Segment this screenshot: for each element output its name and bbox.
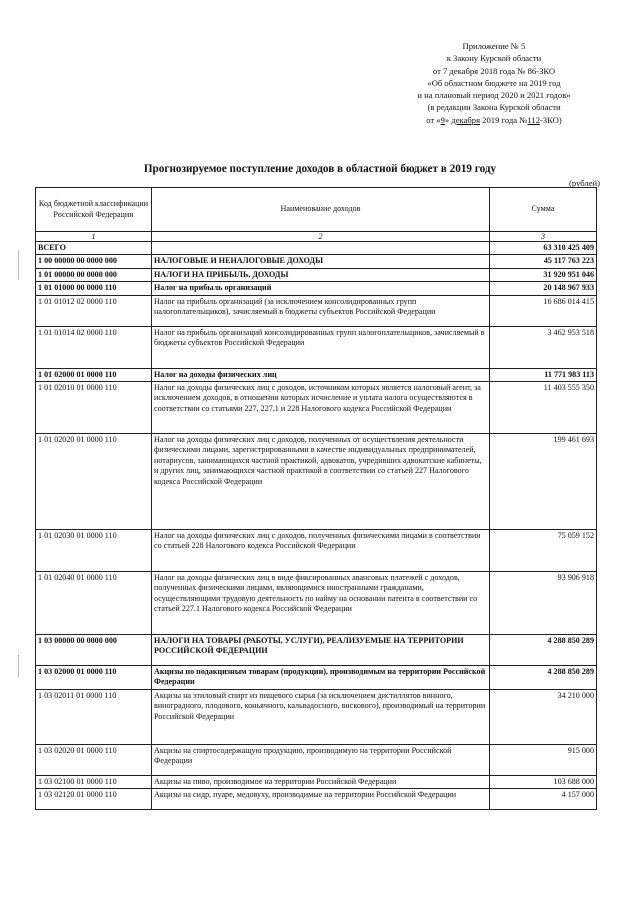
row-name: Налог на прибыль организаций (за исключением консолидированных групп налогоплательщиков), зачисляемый в бюджеты субъектов Российской Федерации	[152, 295, 490, 326]
column-number-row	[36, 232, 597, 242]
appendix-line: «Об областном бюджете на 2019 год	[427, 77, 561, 88]
appendix-line: Приложение № 5	[462, 41, 526, 51]
table-row	[36, 268, 597, 281]
row-name: Налог на прибыль организаций консолидированных групп налогоплательщиков, зачисляемый в бюджеты субъектов Российской Федерации	[152, 326, 490, 368]
table-row	[36, 689, 597, 744]
row-code: 1 01 01000 00 0000 110	[36, 282, 152, 295]
document-title: Прогнозируемое поступление доходов в областной бюджет в 2019 году	[143, 163, 497, 175]
row-name: Налог на доходы физических лиц с доходов, полученных физическими лицами в соответствии со статьей 228 Налогового кодекса Российской Федерации	[152, 530, 490, 572]
revision-date-prefix: от «	[426, 114, 441, 125]
row-amount: 16 686 014 415	[490, 295, 597, 326]
revision-date-text: »	[444, 114, 452, 125]
row-code: 1 01 02030 01 0000 110	[36, 530, 152, 572]
appendix-line: от 7 декабря 2018 года № 86-ЗКО	[432, 65, 556, 76]
row-name	[152, 242, 490, 255]
revision-month: декабря	[451, 114, 481, 125]
row-amount: 4 288 850 289	[490, 666, 597, 690]
row-name: НАЛОГИ НА ПРИБЫЛЬ, ДОХОДЫ	[152, 268, 490, 281]
table-row	[36, 382, 597, 434]
row-amount: 3 462 953 518	[490, 326, 597, 368]
row-name: Акцизы на спиртосодержащую продукцию, производимую на территории Российской Федерации	[152, 744, 490, 775]
table-row	[36, 530, 597, 572]
row-code: 1 01 01014 02 0000 110	[36, 326, 152, 368]
row-name: НАЛОГИ НА ТОВАРЫ (РАБОТЫ, УСЛУГИ), РЕАЛИЗУЕМЫЕ НА ТЕРРИТОРИИ РОССИЙСКОЙ ФЕДЕРАЦИИ	[152, 635, 490, 666]
table-row	[36, 255, 597, 268]
row-amount: 93 906 918	[490, 572, 597, 635]
column-number: 2	[152, 232, 490, 242]
row-amount: 31 920 951 046	[490, 268, 597, 281]
table-row	[36, 295, 597, 326]
row-amount: 75 059 152	[490, 530, 597, 572]
revision-date-text: 2019 года №	[480, 114, 528, 125]
appendix-line: к Закону Курской области	[446, 53, 542, 64]
units-label: (рублей)	[569, 178, 600, 188]
appendix-header	[384, 40, 604, 126]
table-row	[36, 635, 597, 666]
row-amount: 11 403 555 350	[490, 382, 597, 434]
row-name: Налог на прибыль организаций	[152, 282, 490, 295]
row-name: Акцизы на сидр, пуаре, медовуху, производимые на территории Российской Федерации	[152, 789, 490, 810]
scan-edge-mark	[18, 250, 19, 280]
table-row	[36, 242, 597, 255]
table-row	[36, 775, 597, 788]
revenue-table	[35, 187, 597, 810]
row-amount: 915 000	[490, 744, 597, 775]
row-amount: 103 688 000	[490, 775, 597, 788]
table-row	[36, 572, 597, 635]
row-code: 1 03 02011 01 0000 110	[36, 689, 152, 744]
row-code: 1 03 00000 00 0000 000	[36, 635, 152, 666]
row-code: 1 01 02020 01 0000 110	[36, 434, 152, 530]
revision-day: 9	[440, 114, 445, 125]
row-amount: 199 461 693	[490, 434, 597, 530]
row-code: 1 01 02000 01 0000 110	[36, 368, 152, 381]
row-amount: 34 210 000	[490, 689, 597, 744]
row-code: 1 00 00000 00 0000 000	[36, 255, 152, 268]
row-amount: 20 148 967 933	[490, 282, 597, 295]
row-code: 1 01 02040 01 0000 110	[36, 572, 152, 635]
table-row	[36, 434, 597, 530]
row-code: 1 01 02010 01 0000 110	[36, 382, 152, 434]
scan-edge-mark	[18, 655, 19, 677]
row-code: 1 01 00000 00 0000 000	[36, 268, 152, 281]
row-code: 1 03 02120 01 0000 110	[36, 789, 152, 810]
appendix-line: и на плановый период 2020 и 2021 годов»	[417, 90, 571, 101]
header-amount: Сумма	[490, 188, 597, 232]
table-body	[36, 242, 597, 810]
header-code: Код бюджетной классификации Российской Федерации	[36, 188, 152, 232]
row-name: Акцизы на пиво, производимое на территории Российской Федерации	[152, 775, 490, 788]
table-row	[36, 744, 597, 775]
appendix-line-revision-date	[384, 114, 604, 126]
table-row	[36, 282, 597, 295]
table-row	[36, 326, 597, 368]
row-amount: 4 288 850 289	[490, 635, 597, 666]
table-row	[36, 666, 597, 690]
column-number: 3	[490, 232, 597, 242]
table-row	[36, 789, 597, 810]
appendix-line: (в редакции Закона Курской области	[427, 102, 561, 113]
table-header-row	[36, 188, 597, 232]
row-name: Налог на доходы физических лиц	[152, 368, 490, 381]
row-name: Акцизы по подакцизным товарам (продукции), производимым на территории Российской Федерации	[152, 666, 490, 690]
row-name: НАЛОГОВЫЕ И НЕНАЛОГОВЫЕ ДОХОДЫ	[152, 255, 490, 268]
column-number: 1	[36, 232, 152, 242]
row-amount: 63 310 425 409	[490, 242, 597, 255]
header-name: Наименование доходов	[152, 188, 490, 232]
revision-date-suffix: -ЗКО)	[540, 114, 562, 125]
row-name: Налог на доходы физических лиц с доходов, полученных от осуществления деятельности физическими лицами, зарегистрированными в качестве индивидуальных предпринимателей, нотариусов, занимающихся частной практикой, адвокатов, учредивших адвокатские кабинеты, и других лиц, занимающихся частной практикой в соответствии со статьей 227 Налогового кодекса Российской Федерации	[152, 434, 490, 530]
row-name: Акцизы на этиловый спирт из пищевого сырья (за исключением дистиллятов винного, виноградного, плодового, коньячного, кальвадосного, вискового), производимый на территории Российской Федерации	[152, 689, 490, 744]
row-code: 1 01 01012 02 0000 110	[36, 295, 152, 326]
row-code: 1 03 02100 01 0000 110	[36, 775, 152, 788]
table-row	[36, 368, 597, 381]
row-name: Налог на доходы физических лиц с доходов, источником которых является налоговый агент, за исключением доходов, в отношении которых исчисление и уплата налога осуществляются в соответствии со статьями 227, 227.1 и 228 Налогового кодекса Российской Федерации	[152, 382, 490, 434]
row-code: 1 03 02000 01 0000 110	[36, 666, 152, 690]
revision-number: 112	[527, 114, 540, 125]
row-name: Налог на доходы физических лиц в виде фиксированных авансовых платежей с доходов, полученных физическими лицами, являющимися иностранными гражданами, осуществляющими трудовую деятельность по найму на основании патента в соответствии со статьей 227.1 Налогового кодекса Российской Федерации	[152, 572, 490, 635]
row-code: ВСЕГО	[36, 242, 152, 255]
row-code: 1 03 02020 01 0000 110	[36, 744, 152, 775]
row-amount: 4 157 000	[490, 789, 597, 810]
row-amount: 45 117 763 223	[490, 255, 597, 268]
row-amount: 11 771 983 113	[490, 368, 597, 381]
